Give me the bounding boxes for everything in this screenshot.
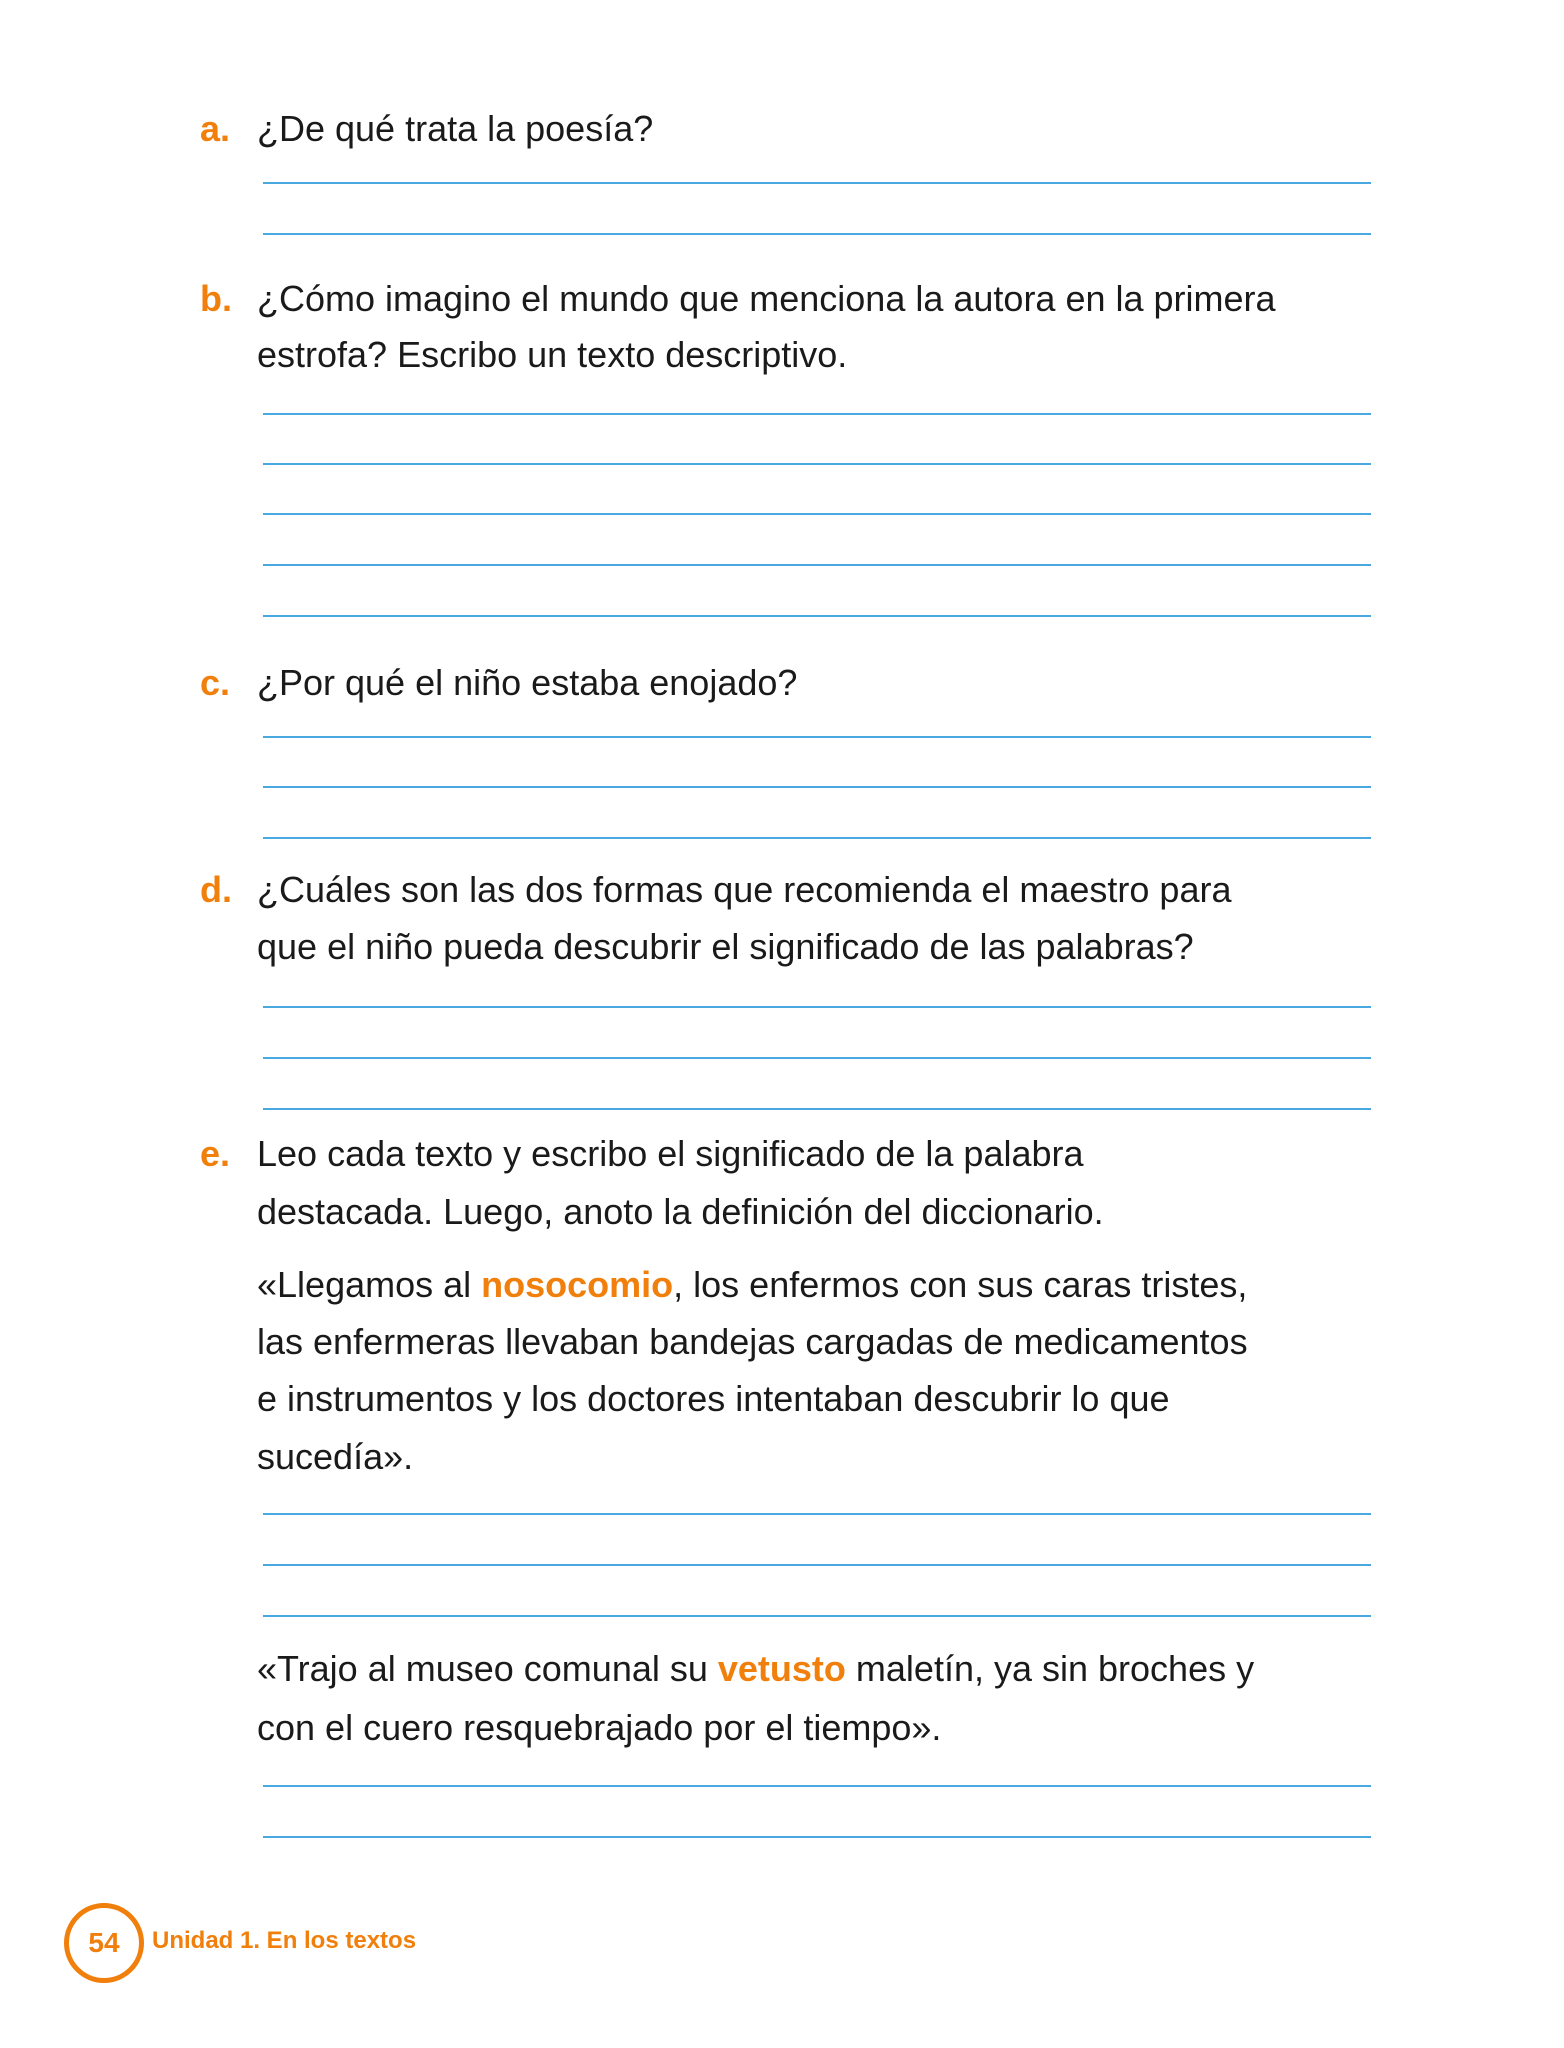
quote-1-line [257, 1256, 1247, 1313]
question-c-label: c. [200, 662, 231, 703]
page-number-badge [64, 1903, 144, 1983]
answer-line[interactable] [263, 413, 1371, 415]
answer-line[interactable] [263, 1513, 1371, 1515]
answer-line[interactable] [263, 1785, 1371, 1787]
quote-2-before: «Trajo al museo comunal su [257, 1648, 718, 1689]
answer-line[interactable] [263, 837, 1371, 839]
answer-line[interactable] [263, 513, 1371, 515]
question-d-text: ¿Cuáles son las dos formas que recomienda el maestro para [257, 869, 1232, 910]
question-a-label: a. [200, 108, 231, 149]
answer-line[interactable] [263, 564, 1371, 566]
answer-line[interactable] [263, 463, 1371, 465]
quote-2-line: con el cuero resquebrajado por el tiempo». [257, 1707, 942, 1748]
quote-1-before: «Llegamos al [257, 1264, 482, 1305]
question-b-text: estrofa? Escribo un texto descriptivo. [257, 334, 848, 375]
highlighted-word: nosocomio [481, 1264, 674, 1305]
question-d-label: d. [200, 869, 232, 910]
answer-line[interactable] [263, 786, 1371, 788]
highlighted-word: vetusto [717, 1648, 846, 1689]
quote-1-after: , los enfermos con sus caras tristes, [673, 1264, 1248, 1305]
answer-line[interactable] [263, 1006, 1371, 1008]
quote-1-line: sucedía». [257, 1436, 414, 1477]
answer-line[interactable] [263, 736, 1371, 738]
page-number: 54 [88, 1927, 120, 1958]
answer-line[interactable] [263, 1615, 1371, 1617]
quote-2-line [257, 1640, 1254, 1697]
quote-1-line: las enfermeras llevaban bandejas cargadas de medicamentos [257, 1321, 1248, 1362]
answer-line[interactable] [263, 1564, 1371, 1566]
question-b-text: ¿Cómo imagino el mundo que menciona la autora en la primera [257, 278, 1276, 319]
unit-title: Unidad 1. En los textos [152, 1927, 417, 1954]
answer-line[interactable] [263, 233, 1371, 235]
quote-1-line: e instrumentos y los doctores intentaban descubrir lo que [257, 1378, 1170, 1419]
answer-line[interactable] [263, 1108, 1371, 1110]
question-e-label: e. [200, 1133, 231, 1174]
quote-2-after: maletín, ya sin broches y [845, 1648, 1255, 1689]
question-d-text: que el niño pueda descubrir el significado de las palabras? [257, 926, 1194, 967]
answer-line[interactable] [263, 615, 1371, 617]
answer-line[interactable] [263, 1836, 1371, 1838]
answer-line[interactable] [263, 182, 1371, 184]
answer-line[interactable] [263, 1057, 1371, 1059]
question-a-text: ¿De qué trata la poesía? [257, 108, 654, 149]
question-e-text: Leo cada texto y escribo el significado de la palabra [257, 1133, 1084, 1174]
question-c-text: ¿Por qué el niño estaba enojado? [257, 662, 798, 703]
question-b-label: b. [200, 278, 232, 319]
question-e-text: destacada. Luego, anoto la definición del diccionario. [257, 1191, 1104, 1232]
